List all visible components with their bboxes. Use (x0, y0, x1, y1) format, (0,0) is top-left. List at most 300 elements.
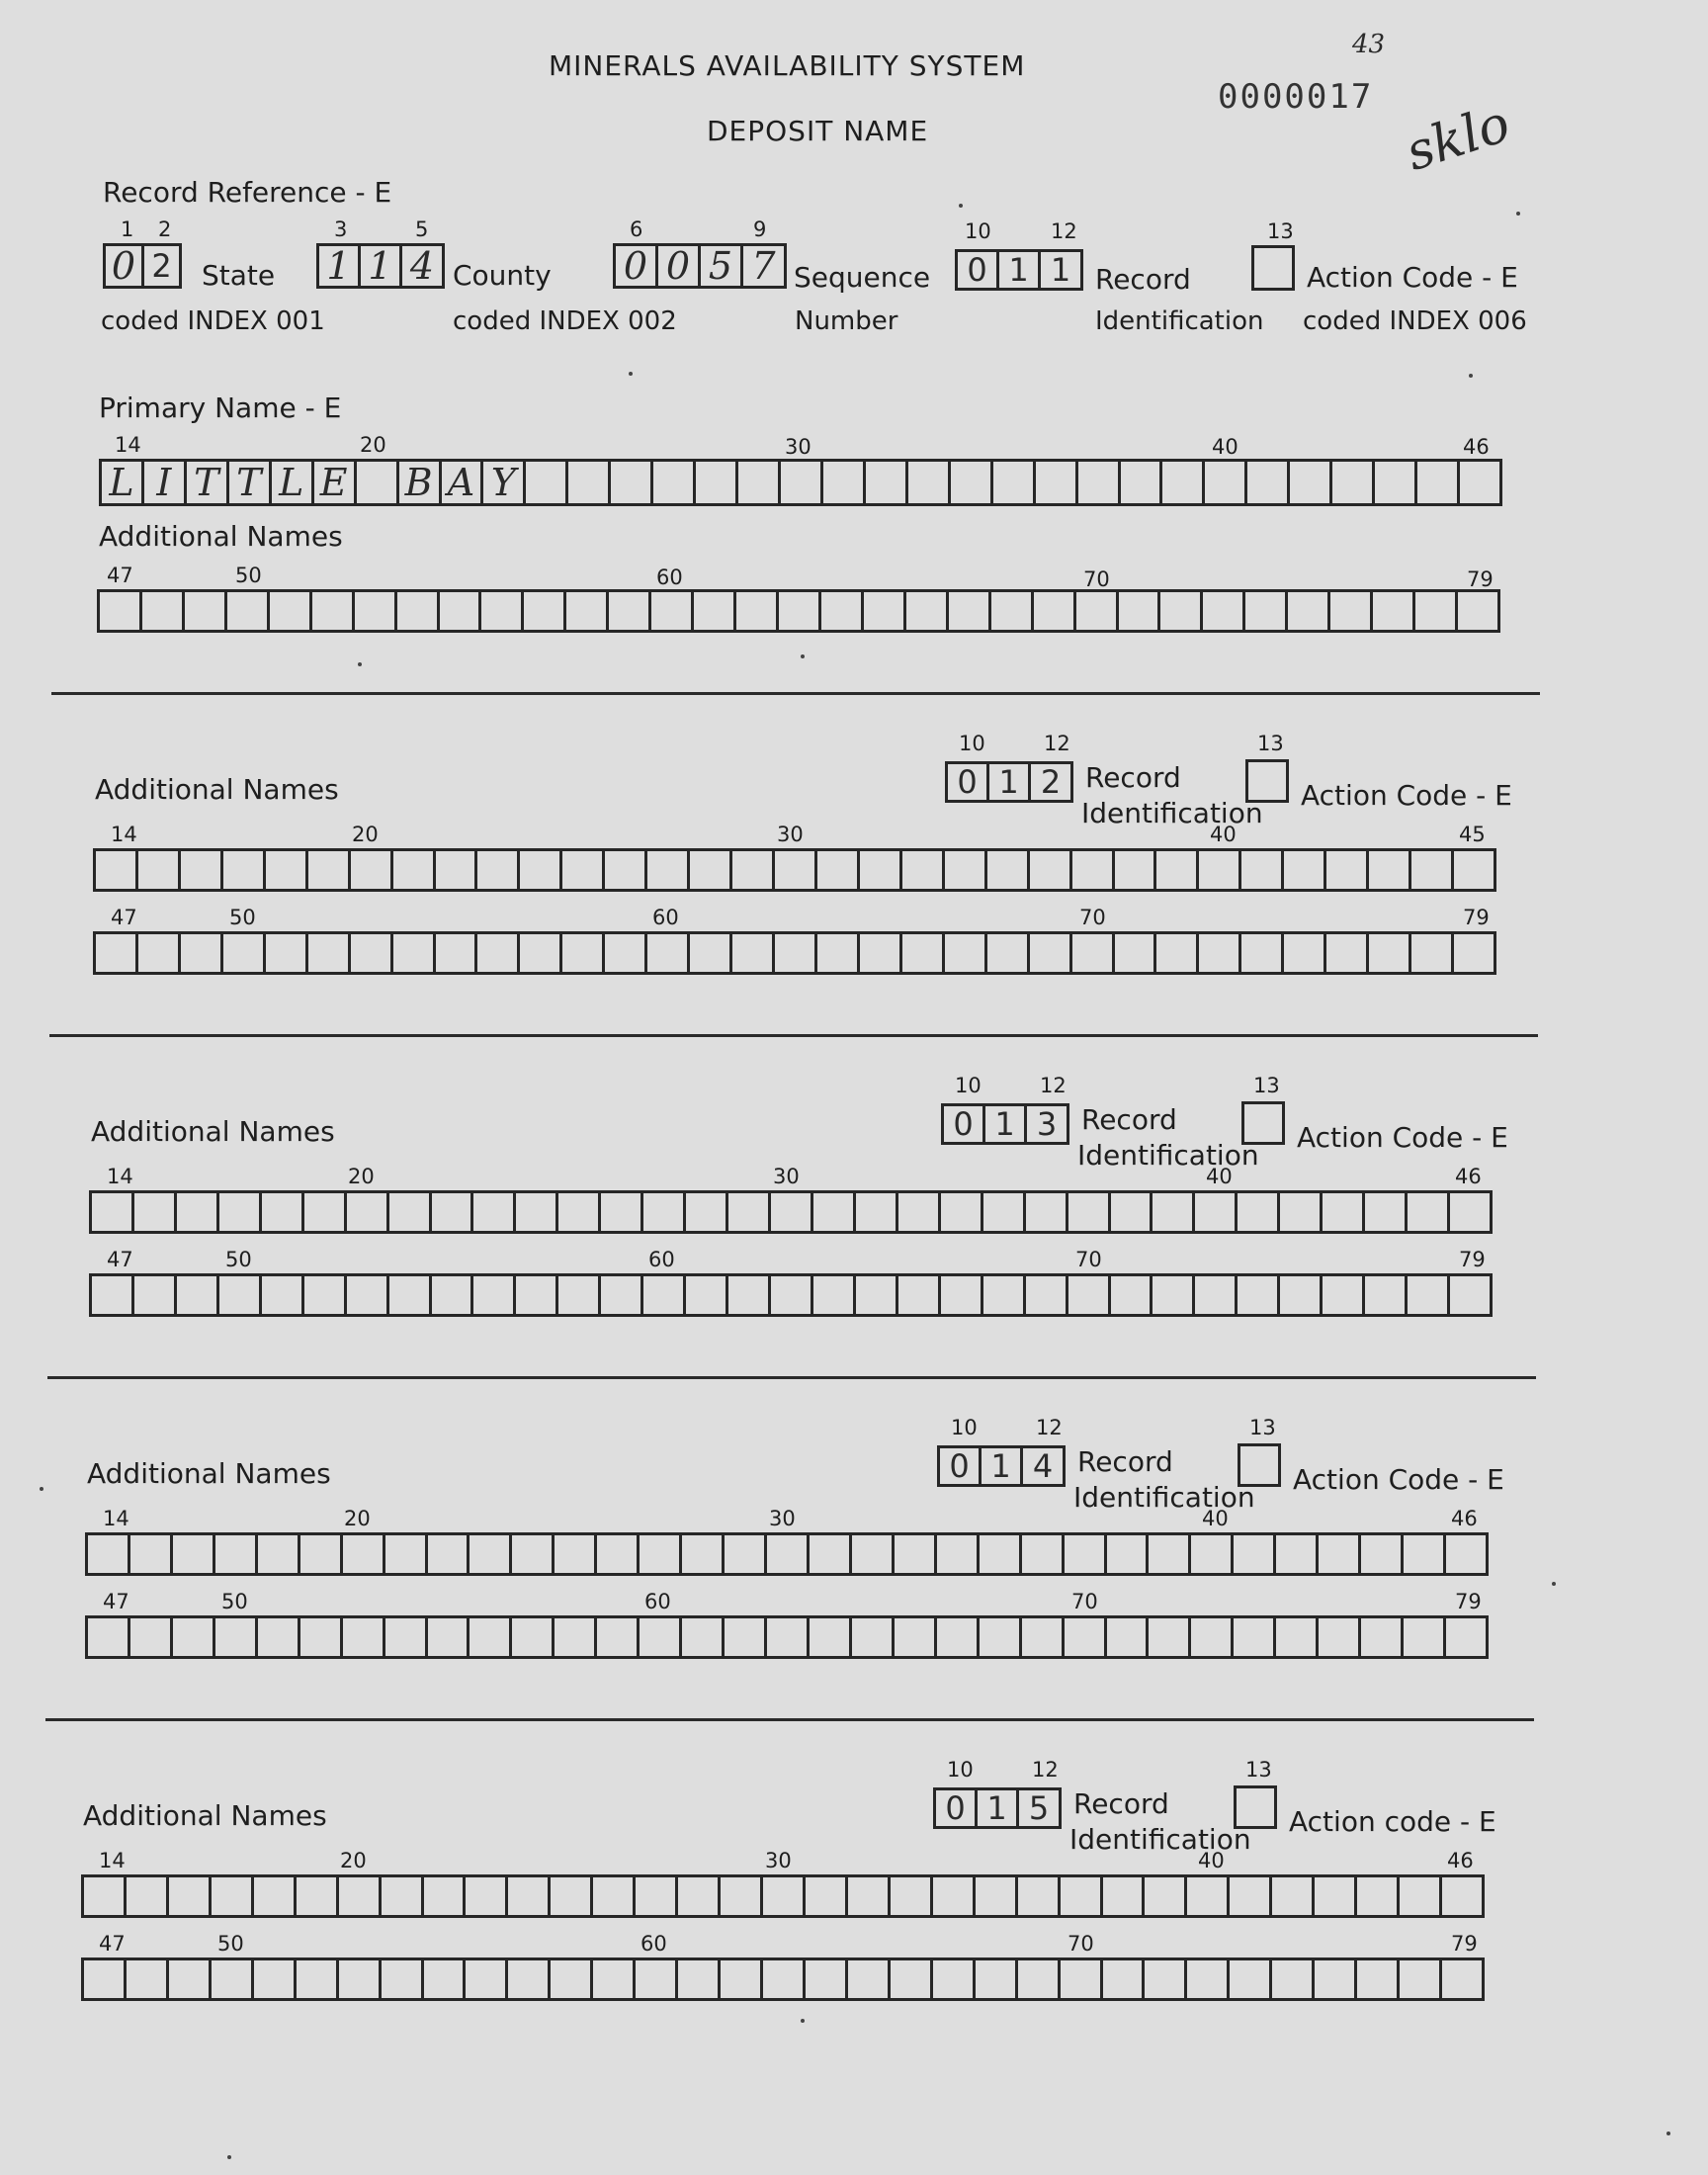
char-cell[interactable] (760, 1958, 806, 2001)
record-id-cell[interactable]: 1 (996, 249, 1041, 291)
char-cell[interactable] (637, 1532, 682, 1576)
char-cell[interactable] (1015, 1874, 1061, 1918)
char-cell[interactable]: L (269, 459, 314, 506)
char-cell[interactable] (981, 1273, 1026, 1317)
char-cell[interactable] (1285, 589, 1330, 633)
action-code-field[interactable] (1251, 245, 1295, 291)
char-cell[interactable] (1069, 848, 1115, 892)
char-cell[interactable]: T (184, 459, 229, 506)
char-cell[interactable] (1108, 1190, 1153, 1234)
char-cell[interactable] (394, 589, 440, 633)
char-cell[interactable] (1397, 1874, 1442, 1918)
additional-names-row-1[interactable] (89, 1190, 1493, 1234)
county-code-cell[interactable]: 4 (399, 243, 445, 289)
char-cell[interactable] (1405, 1190, 1450, 1234)
char-cell[interactable] (1118, 459, 1163, 506)
char-cell[interactable] (803, 1874, 848, 1918)
char-cell[interactable] (1273, 1615, 1319, 1659)
char-cell[interactable] (679, 1532, 725, 1576)
char-cell[interactable] (139, 589, 185, 633)
char-cell[interactable] (213, 1532, 258, 1576)
char-cell[interactable] (89, 1190, 134, 1234)
char-cell[interactable] (722, 1615, 767, 1659)
char-cell[interactable] (89, 1273, 134, 1317)
char-cell[interactable] (1362, 1273, 1408, 1317)
char-cell[interactable] (1327, 589, 1373, 633)
char-cell[interactable] (811, 1190, 856, 1234)
char-cell[interactable] (1062, 1615, 1107, 1659)
char-cell[interactable] (1269, 1958, 1315, 2001)
char-cell[interactable] (478, 589, 524, 633)
char-cell[interactable] (220, 848, 266, 892)
char-cell[interactable] (942, 931, 987, 975)
char-cell[interactable] (517, 931, 562, 975)
char-cell[interactable] (942, 848, 987, 892)
char-cell[interactable] (1031, 589, 1076, 633)
char-cell[interactable] (1062, 1532, 1107, 1576)
char-cell[interactable] (811, 1273, 856, 1317)
char-cell[interactable] (170, 1615, 215, 1659)
action-code-cell[interactable] (1234, 1785, 1277, 1829)
char-cell[interactable] (814, 931, 860, 975)
char-cell[interactable] (1033, 459, 1078, 506)
char-cell[interactable] (726, 1190, 771, 1234)
char-cell[interactable] (644, 931, 690, 975)
char-cell[interactable] (1196, 931, 1241, 975)
char-cell[interactable] (251, 1874, 297, 1918)
char-cell[interactable] (259, 1190, 304, 1234)
char-cell[interactable] (608, 459, 653, 506)
record-id-field[interactable] (933, 1787, 1062, 1829)
char-cell[interactable] (772, 931, 817, 975)
char-cell[interactable] (85, 1615, 130, 1659)
char-cell[interactable] (1366, 848, 1411, 892)
char-cell[interactable] (899, 931, 945, 975)
char-cell[interactable] (336, 1874, 382, 1918)
char-cell[interactable] (722, 1532, 767, 1576)
char-cell[interactable] (1324, 848, 1369, 892)
char-cell[interactable] (1358, 1532, 1404, 1576)
char-cell[interactable] (348, 848, 393, 892)
char-cell[interactable] (1227, 1874, 1272, 1918)
char-cell[interactable] (344, 1273, 389, 1317)
char-cell[interactable] (1409, 931, 1454, 975)
char-cell[interactable] (128, 1615, 173, 1659)
char-cell[interactable] (602, 848, 647, 892)
char-cell[interactable]: A (439, 459, 484, 506)
char-cell[interactable] (294, 1958, 339, 2001)
char-cell[interactable] (1231, 1615, 1276, 1659)
char-cell[interactable] (354, 459, 399, 506)
char-cell[interactable] (470, 1190, 516, 1234)
char-cell[interactable] (1227, 1958, 1272, 2001)
county-code-field[interactable] (316, 243, 445, 289)
char-cell[interactable] (555, 1273, 601, 1317)
char-cell[interactable] (633, 1958, 678, 2001)
char-cell[interactable] (216, 1190, 262, 1234)
char-cell[interactable] (807, 1615, 852, 1659)
char-cell[interactable] (899, 848, 945, 892)
char-cell[interactable] (1235, 1190, 1280, 1234)
char-cell[interactable] (474, 848, 520, 892)
record-id-field[interactable] (945, 761, 1073, 803)
char-cell[interactable] (390, 848, 436, 892)
char-cell[interactable] (1451, 848, 1496, 892)
additional-names-row-1[interactable] (93, 848, 1496, 892)
char-cell[interactable] (1235, 1273, 1280, 1317)
char-cell[interactable] (1401, 1615, 1446, 1659)
char-cell[interactable] (683, 1190, 728, 1234)
char-cell[interactable] (1153, 848, 1199, 892)
char-cell[interactable]: Y (480, 459, 526, 506)
char-cell[interactable] (650, 459, 696, 506)
record-id-cell[interactable]: 1 (975, 1787, 1019, 1829)
char-cell[interactable] (548, 1958, 593, 2001)
char-cell[interactable] (640, 1273, 686, 1317)
char-cell[interactable] (294, 1874, 339, 1918)
record-id-cell[interactable]: 4 (1020, 1445, 1066, 1487)
sequence-number-cell[interactable]: 0 (655, 243, 701, 289)
char-cell[interactable] (463, 1958, 508, 2001)
char-cell[interactable] (691, 589, 736, 633)
char-cell[interactable] (509, 1532, 555, 1576)
additional-names-row-2[interactable] (89, 1273, 1493, 1317)
char-cell[interactable] (845, 1874, 891, 1918)
char-cell[interactable] (131, 1190, 177, 1234)
char-cell[interactable] (429, 1190, 474, 1234)
record-id-cell[interactable]: 0 (945, 761, 989, 803)
char-cell[interactable] (467, 1615, 512, 1659)
char-cell[interactable] (606, 589, 651, 633)
record-id-cell[interactable]: 3 (1024, 1103, 1069, 1145)
record-id-cell[interactable]: 0 (955, 249, 999, 291)
char-cell[interactable] (1401, 1532, 1446, 1576)
char-cell[interactable] (598, 1190, 643, 1234)
char-cell[interactable] (1244, 459, 1290, 506)
char-cell[interactable] (1066, 1190, 1111, 1234)
char-cell[interactable] (263, 848, 308, 892)
char-cell[interactable] (1159, 459, 1205, 506)
char-cell[interactable] (892, 1532, 937, 1576)
char-cell[interactable] (984, 848, 1030, 892)
char-cell[interactable] (1320, 1273, 1365, 1317)
char-cell[interactable] (772, 848, 817, 892)
char-cell[interactable] (1405, 1273, 1450, 1317)
state-code-cell[interactable]: 0 (103, 243, 144, 289)
char-cell[interactable] (1329, 459, 1375, 506)
char-cell[interactable]: L (99, 459, 144, 506)
char-cell[interactable] (807, 1532, 852, 1576)
char-cell[interactable] (81, 1958, 127, 2001)
char-cell[interactable] (1192, 1190, 1238, 1234)
char-cell[interactable] (259, 1273, 304, 1317)
char-cell[interactable] (1409, 848, 1454, 892)
char-cell[interactable] (131, 1273, 177, 1317)
char-cell[interactable] (513, 1190, 558, 1234)
char-cell[interactable] (336, 1958, 382, 2001)
char-cell[interactable] (301, 1273, 347, 1317)
char-cell[interactable] (768, 1190, 813, 1234)
char-cell[interactable] (352, 589, 397, 633)
char-cell[interactable] (1312, 1958, 1357, 2001)
char-cell[interactable] (1443, 1615, 1489, 1659)
char-cell[interactable] (182, 589, 227, 633)
record-id-field[interactable] (955, 249, 1083, 291)
char-cell[interactable] (267, 589, 312, 633)
char-cell[interactable] (124, 1874, 169, 1918)
char-cell[interactable] (1075, 459, 1121, 506)
char-cell[interactable] (845, 1958, 891, 2001)
char-cell[interactable] (1192, 1273, 1238, 1317)
char-cell[interactable] (1273, 1532, 1319, 1576)
state-code-field[interactable] (103, 243, 182, 289)
char-cell[interactable] (1108, 1273, 1153, 1317)
char-cell[interactable] (1150, 1273, 1195, 1317)
char-cell[interactable] (255, 1615, 300, 1659)
sequence-number-field[interactable] (613, 243, 787, 289)
char-cell[interactable] (1196, 848, 1241, 892)
char-cell[interactable] (124, 1958, 169, 2001)
char-cell[interactable] (298, 1532, 343, 1576)
char-cell[interactable] (433, 931, 478, 975)
char-cell[interactable] (559, 848, 605, 892)
char-cell[interactable] (896, 1190, 941, 1234)
char-cell[interactable] (633, 1874, 678, 1918)
char-cell[interactable] (379, 1874, 424, 1918)
char-cell[interactable] (1058, 1874, 1103, 1918)
char-cell[interactable] (552, 1532, 597, 1576)
record-id-field[interactable] (941, 1103, 1069, 1145)
char-cell[interactable] (340, 1532, 385, 1576)
char-cell[interactable] (1112, 848, 1157, 892)
char-cell[interactable] (977, 1615, 1022, 1659)
char-cell[interactable] (849, 1532, 895, 1576)
char-cell[interactable] (255, 1532, 300, 1576)
char-cell[interactable] (764, 1615, 810, 1659)
additional-names-field[interactable] (97, 589, 1500, 633)
char-cell[interactable] (135, 848, 181, 892)
char-cell[interactable] (263, 931, 308, 975)
char-cell[interactable] (309, 589, 355, 633)
record-id-field[interactable] (937, 1445, 1066, 1487)
char-cell[interactable] (386, 1190, 432, 1234)
char-cell[interactable] (1439, 1958, 1485, 2001)
char-cell[interactable] (946, 589, 991, 633)
action-code-field[interactable] (1238, 1443, 1281, 1487)
char-cell[interactable] (735, 459, 781, 506)
char-cell[interactable] (1366, 931, 1411, 975)
char-cell[interactable] (429, 1273, 474, 1317)
char-cell[interactable] (1443, 1532, 1489, 1576)
char-cell[interactable] (128, 1532, 173, 1576)
char-cell[interactable] (1069, 931, 1115, 975)
action-code-field[interactable] (1245, 759, 1289, 803)
sequence-number-cell[interactable]: 5 (698, 243, 743, 289)
additional-names-row-2[interactable] (93, 931, 1496, 975)
char-cell[interactable] (209, 1874, 254, 1918)
char-cell[interactable] (505, 1874, 551, 1918)
char-cell[interactable] (224, 589, 270, 633)
char-cell[interactable] (818, 589, 864, 633)
char-cell[interactable] (1073, 589, 1119, 633)
char-cell[interactable] (548, 1874, 593, 1918)
char-cell[interactable] (930, 1958, 976, 2001)
char-cell[interactable] (984, 931, 1030, 975)
char-cell[interactable] (1358, 1615, 1404, 1659)
char-cell[interactable] (1066, 1273, 1111, 1317)
char-cell[interactable] (565, 459, 611, 506)
char-cell[interactable] (209, 1958, 254, 2001)
char-cell[interactable] (981, 1190, 1026, 1234)
char-cell[interactable] (675, 1874, 721, 1918)
char-cell[interactable] (166, 1958, 212, 2001)
char-cell[interactable] (174, 1273, 219, 1317)
char-cell[interactable] (896, 1273, 941, 1317)
char-cell[interactable] (344, 1190, 389, 1234)
char-cell[interactable] (1100, 1874, 1146, 1918)
char-cell[interactable] (1023, 1273, 1068, 1317)
char-cell[interactable] (178, 848, 223, 892)
char-cell[interactable] (1370, 589, 1415, 633)
char-cell[interactable] (1100, 1958, 1146, 2001)
char-cell[interactable] (938, 1273, 983, 1317)
additional-names-row-2[interactable] (85, 1615, 1489, 1659)
char-cell[interactable] (216, 1273, 262, 1317)
char-cell[interactable] (973, 1958, 1018, 2001)
char-cell[interactable] (1324, 931, 1369, 975)
char-cell[interactable] (990, 459, 1036, 506)
char-cell[interactable] (1184, 1958, 1230, 2001)
char-cell[interactable] (1200, 589, 1245, 633)
char-cell[interactable] (1104, 1615, 1150, 1659)
char-cell[interactable] (1142, 1874, 1187, 1918)
char-cell[interactable] (820, 459, 866, 506)
char-cell[interactable] (1372, 459, 1417, 506)
char-cell[interactable] (1447, 1273, 1493, 1317)
char-cell[interactable] (1455, 589, 1500, 633)
record-id-cell[interactable]: 1 (979, 1445, 1023, 1487)
primary-name-field[interactable] (99, 459, 1502, 506)
char-cell[interactable] (1027, 931, 1072, 975)
char-cell[interactable] (977, 1532, 1022, 1576)
char-cell[interactable] (1281, 848, 1326, 892)
char-cell[interactable] (505, 1958, 551, 2001)
char-cell[interactable] (683, 1273, 728, 1317)
action-code-field[interactable] (1234, 1785, 1277, 1829)
char-cell[interactable] (93, 848, 138, 892)
char-cell[interactable] (97, 589, 142, 633)
char-cell[interactable] (383, 1615, 428, 1659)
record-id-cell[interactable]: 0 (937, 1445, 982, 1487)
char-cell[interactable] (1146, 1532, 1191, 1576)
char-cell[interactable] (517, 848, 562, 892)
record-id-cell[interactable]: 0 (933, 1787, 978, 1829)
char-cell[interactable] (305, 848, 351, 892)
char-cell[interactable] (861, 589, 906, 633)
char-cell[interactable] (1316, 1615, 1361, 1659)
char-cell[interactable] (348, 931, 393, 975)
char-cell[interactable] (425, 1615, 470, 1659)
record-id-cell[interactable]: 1 (986, 761, 1031, 803)
char-cell[interactable] (1116, 589, 1161, 633)
char-cell[interactable] (693, 459, 738, 506)
char-cell[interactable] (679, 1615, 725, 1659)
char-cell[interactable] (509, 1615, 555, 1659)
char-cell[interactable] (383, 1532, 428, 1576)
char-cell[interactable] (1188, 1615, 1234, 1659)
char-cell[interactable] (1231, 1532, 1276, 1576)
county-code-cell[interactable]: 1 (358, 243, 402, 289)
char-cell[interactable] (1027, 848, 1072, 892)
char-cell[interactable] (1451, 931, 1496, 975)
char-cell[interactable] (379, 1958, 424, 2001)
char-cell[interactable] (888, 1874, 933, 1918)
char-cell[interactable] (563, 589, 609, 633)
char-cell[interactable] (733, 589, 779, 633)
char-cell[interactable] (590, 1958, 636, 2001)
char-cell[interactable] (718, 1874, 763, 1918)
char-cell[interactable] (521, 589, 566, 633)
char-cell[interactable] (729, 931, 775, 975)
char-cell[interactable] (178, 931, 223, 975)
state-code-cell[interactable]: 2 (141, 243, 182, 289)
char-cell[interactable] (594, 1532, 640, 1576)
char-cell[interactable] (729, 848, 775, 892)
char-cell[interactable] (988, 589, 1034, 633)
char-cell[interactable] (1316, 1532, 1361, 1576)
char-cell[interactable] (934, 1532, 980, 1576)
char-cell[interactable]: E (311, 459, 357, 506)
char-cell[interactable] (637, 1615, 682, 1659)
char-cell[interactable] (213, 1615, 258, 1659)
char-cell[interactable] (853, 1190, 898, 1234)
char-cell[interactable] (803, 1958, 848, 2001)
char-cell[interactable] (814, 848, 860, 892)
char-cell[interactable] (523, 459, 568, 506)
char-cell[interactable] (470, 1273, 516, 1317)
additional-names-row-1[interactable] (85, 1532, 1489, 1576)
char-cell[interactable] (437, 589, 482, 633)
char-cell[interactable] (135, 931, 181, 975)
char-cell[interactable] (934, 1615, 980, 1659)
char-cell[interactable] (1414, 459, 1460, 506)
char-cell[interactable] (421, 1874, 467, 1918)
char-cell[interactable] (1439, 1874, 1485, 1918)
char-cell[interactable] (930, 1874, 976, 1918)
char-cell[interactable] (463, 1874, 508, 1918)
char-cell[interactable] (513, 1273, 558, 1317)
char-cell[interactable] (467, 1532, 512, 1576)
char-cell[interactable] (474, 931, 520, 975)
char-cell[interactable] (425, 1532, 470, 1576)
char-cell[interactable] (590, 1874, 636, 1918)
char-cell[interactable] (760, 1874, 806, 1918)
char-cell[interactable] (1023, 1190, 1068, 1234)
char-cell[interactable] (1287, 459, 1332, 506)
char-cell[interactable] (1188, 1532, 1234, 1576)
char-cell[interactable] (433, 848, 478, 892)
char-cell[interactable] (1457, 459, 1502, 506)
action-code-cell[interactable] (1241, 1101, 1285, 1145)
record-id-cell[interactable]: 2 (1028, 761, 1073, 803)
char-cell[interactable] (552, 1615, 597, 1659)
char-cell[interactable] (768, 1273, 813, 1317)
char-cell[interactable] (174, 1190, 219, 1234)
char-cell[interactable] (764, 1532, 810, 1576)
action-code-cell[interactable] (1245, 759, 1289, 803)
char-cell[interactable] (1104, 1532, 1150, 1576)
char-cell[interactable] (166, 1874, 212, 1918)
